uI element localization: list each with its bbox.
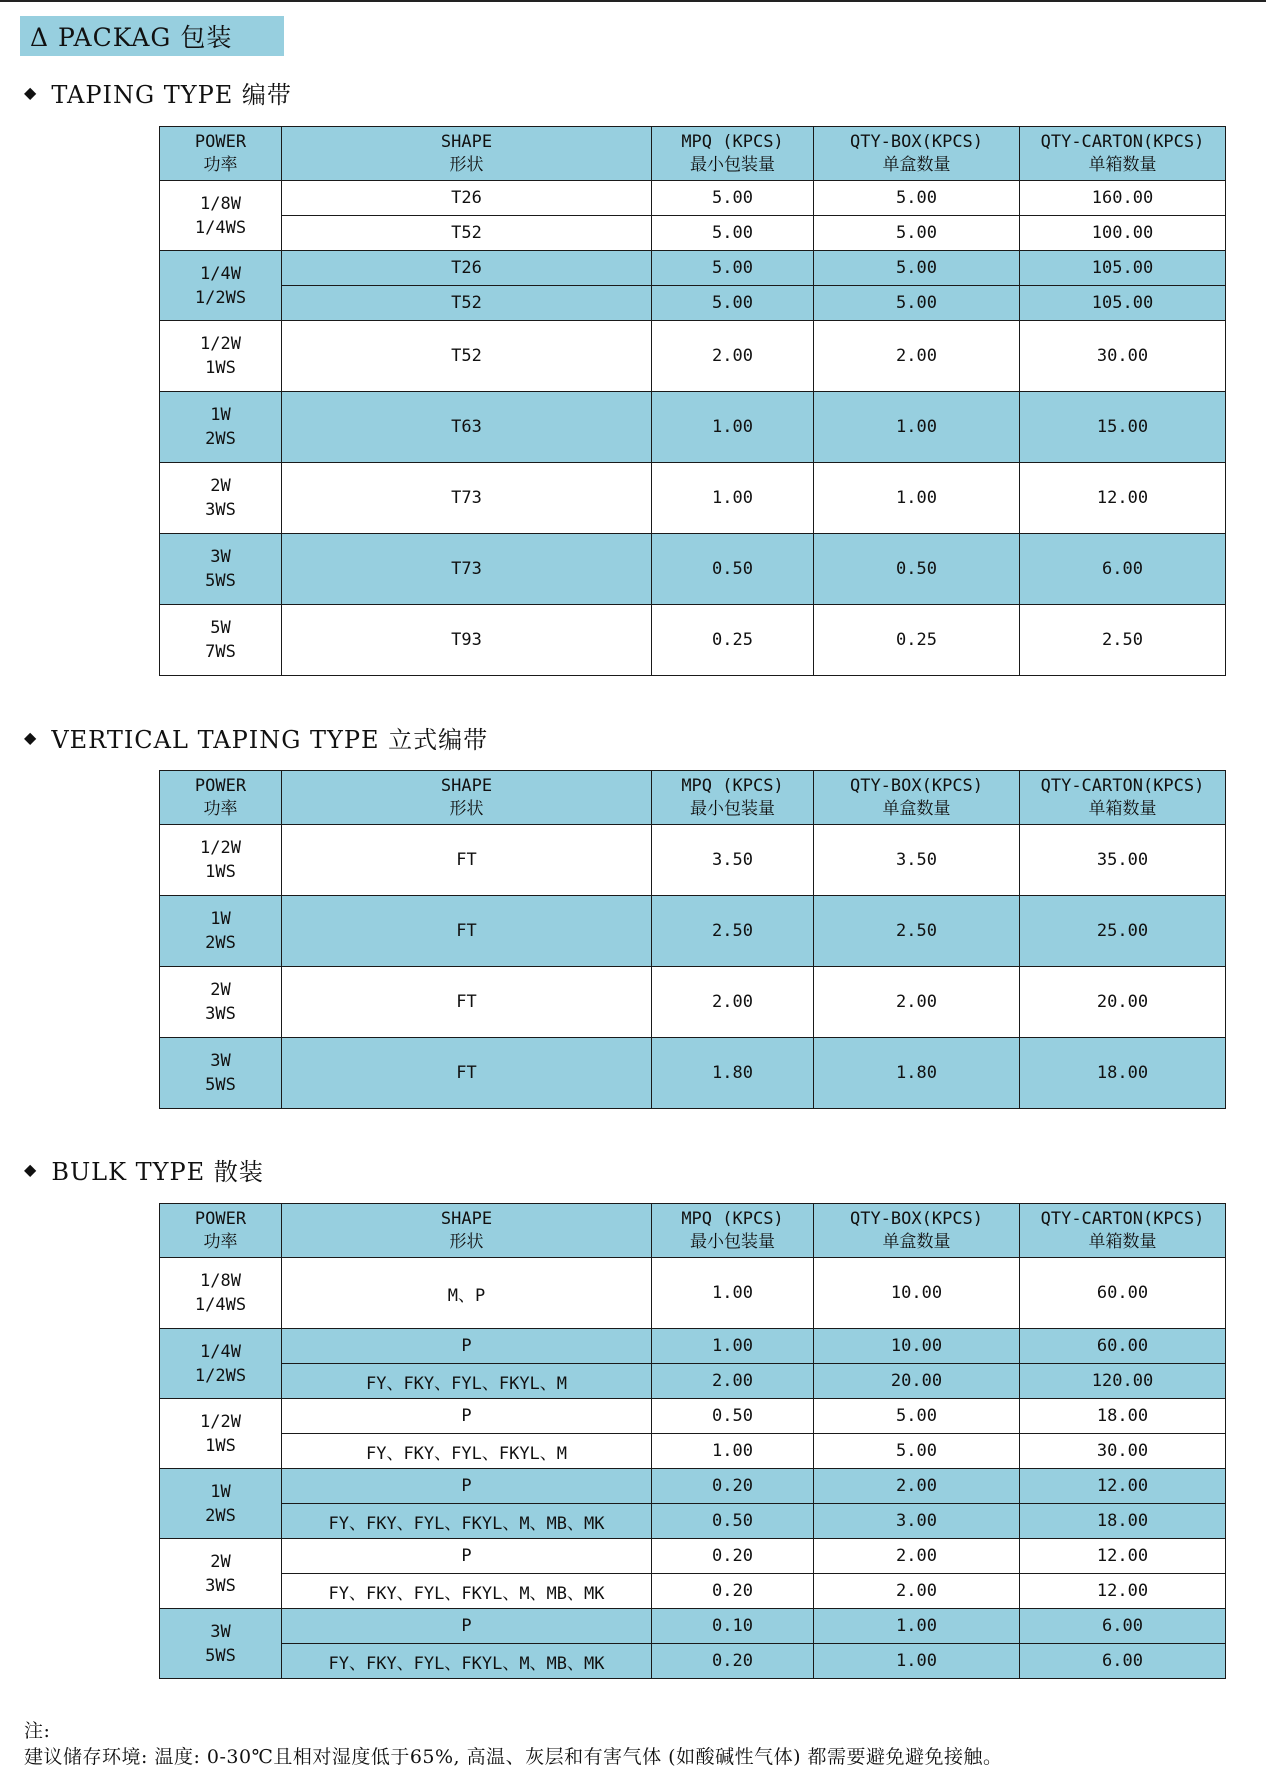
mpq-cell: 2.00 [652,1364,814,1399]
power-cell [160,1038,282,1109]
qty-carton-cell: 6.00 [1020,534,1226,605]
column-header-line2: 单盒数量 [882,1231,951,1252]
shape-cell: T73 [282,463,652,534]
column-header-line1: SHAPE [440,131,493,152]
qty-box-cell: 10.00 [814,1258,1020,1329]
qty-carton-cell: 160.00 [1020,181,1226,216]
power-line1: 1/8W [200,1271,241,1291]
shape-cell: T26 [282,181,652,216]
column-header [652,1204,814,1258]
table-row [160,1504,1226,1539]
power-line2: 2WS [205,933,236,953]
table-row [160,286,1226,321]
column-header-line2: 功率 [203,1231,238,1252]
table-row [160,896,1226,967]
table-row [160,967,1226,1038]
power-cell [160,1469,282,1539]
power-line1: 5W [210,618,231,638]
table-row [160,251,1226,286]
mpq-cell: 0.50 [652,534,814,605]
qty-carton-cell: 15.00 [1020,392,1226,463]
power-cell [160,967,282,1038]
mpq-cell: 2.00 [652,967,814,1038]
table-row [160,1258,1226,1329]
power-line1: 3W [210,547,231,567]
qty-carton-cell: 12.00 [1020,1574,1226,1609]
shape-cell: FY、FKY、FYL、FKYL、M、MB、MK [282,1574,652,1609]
shape-cell: FY、FKY、FYL、FKYL、M [282,1364,652,1399]
power-cell [160,605,282,676]
column-header-line2: 单箱数量 [1088,1231,1157,1252]
column-header-line1: SHAPE [440,1208,493,1229]
shape-cell: T73 [282,534,652,605]
power-line1: 2W [210,980,231,1000]
table-row [160,1609,1226,1644]
table-row [160,1574,1226,1609]
mpq-cell: 0.10 [652,1609,814,1644]
shape-cell: T93 [282,605,652,676]
qty-box-cell: 2.00 [814,1574,1020,1609]
power-line1: 1W [210,405,231,425]
column-header [652,771,814,825]
qty-carton-cell: 105.00 [1020,251,1226,286]
qty-carton-cell: 60.00 [1020,1258,1226,1329]
shape-cell: FY、FKY、FYL、FKYL、M、MB、MK [282,1644,652,1679]
power-line2: 5WS [205,1645,236,1666]
shape-cell: T52 [282,286,652,321]
mpq-cell: 3.50 [652,825,814,896]
storage-notes [24,1718,1003,1770]
column-header-line1: POWER [194,1208,247,1229]
section-heading-text: BULK TYPE 散装 [51,1158,264,1186]
power-line2: 2WS [205,429,236,449]
qty-box-cell: 2.00 [814,967,1020,1038]
section-heading-taping [24,75,292,110]
power-cell [160,463,282,534]
qty-carton-cell: 6.00 [1020,1609,1226,1644]
power-line2: 7WS [205,642,236,662]
column-header-line2: 形状 [449,154,484,175]
mpq-cell: 0.20 [652,1644,814,1679]
column-header-line2: 单盒数量 [882,154,951,175]
power-line2: 1/4WS [194,1295,247,1315]
power-line2: 3WS [205,500,236,520]
mpq-cell: 1.00 [652,1329,814,1364]
qty-box-cell: 5.00 [814,216,1020,251]
table-row [160,463,1226,534]
power-cell [160,321,282,392]
qty-carton-cell: 30.00 [1020,321,1226,392]
power-line1: 1W [210,1481,231,1502]
column-header-line1: POWER [194,775,247,796]
shape-cell: T63 [282,392,652,463]
shape-cell: T52 [282,216,652,251]
power-line2: 1/4WS [194,217,247,238]
power-line1: 1/8W [200,193,241,214]
column-header-line2: 单箱数量 [1088,154,1157,175]
power-line2: 5WS [205,571,236,591]
column-header [814,1204,1020,1258]
column-header-line1: QTY-CARTON(KPCS) [1040,1208,1205,1229]
column-header [1020,771,1226,825]
mpq-cell: 2.50 [652,896,814,967]
table-row [160,1399,1226,1434]
column-header [814,771,1020,825]
qty-carton-cell: 35.00 [1020,825,1226,896]
shape-cell: FT [282,1038,652,1109]
column-header-line2: 功率 [203,154,238,175]
table-row [160,181,1226,216]
shape-cell: P [282,1329,652,1364]
column-header [1020,127,1226,181]
qty-box-cell: 5.00 [814,251,1020,286]
column-header [1020,1204,1226,1258]
header-row [160,1204,1226,1258]
qty-carton-cell: 18.00 [1020,1504,1226,1539]
power-line1: 1/4W [200,1341,241,1362]
table-row [160,1364,1226,1399]
mpq-cell: 0.20 [652,1469,814,1504]
section-heading-text: TAPING TYPE 编带 [51,81,292,109]
column-header-line2: 最小包装量 [690,154,775,175]
qty-box-cell: 1.00 [814,1609,1020,1644]
qty-carton-cell: 120.00 [1020,1364,1226,1399]
qty-box-cell: 2.00 [814,1469,1020,1504]
table-row [160,1434,1226,1469]
column-header-line2: 功率 [203,798,238,819]
power-cell [160,1258,282,1329]
power-line2: 2WS [205,1505,236,1526]
diamond-bullet-icon: ◆ [24,728,38,747]
column-header-line2: 单盒数量 [882,798,951,819]
mpq-cell: 1.00 [652,392,814,463]
qty-box-cell: 10.00 [814,1329,1020,1364]
power-line2: 1WS [205,1435,236,1456]
mpq-cell: 1.00 [652,463,814,534]
qty-carton-cell: 100.00 [1020,216,1226,251]
qty-box-cell: 1.00 [814,1644,1020,1679]
power-cell [160,534,282,605]
qty-carton-cell: 6.00 [1020,1644,1226,1679]
column-header-line1: MPQ (KPCS) [681,131,784,152]
power-line1: 3W [210,1051,231,1071]
qty-box-cell: 0.25 [814,605,1020,676]
power-cell [160,1609,282,1679]
qty-box-cell: 5.00 [814,1434,1020,1469]
mpq-cell: 1.80 [652,1038,814,1109]
page-title: Δ PACKAG 包装 [20,16,284,56]
power-line1: 1/2W [200,1411,241,1432]
power-line1: 1/4W [200,263,241,284]
table-row [160,825,1226,896]
qty-carton-cell: 12.00 [1020,1469,1226,1504]
power-line2: 3WS [205,1004,236,1024]
bulk-type-table [159,1203,1226,1679]
column-header-line2: 最小包装量 [690,798,775,819]
shape-cell: P [282,1539,652,1574]
table-row [160,216,1226,251]
qty-box-cell: 0.50 [814,534,1020,605]
mpq-cell: 0.20 [652,1574,814,1609]
section-heading-text: VERTICAL TAPING TYPE 立式编带 [51,726,489,754]
power-line1: 1W [210,909,231,929]
qty-box-cell: 2.50 [814,896,1020,967]
power-cell [160,1329,282,1399]
column-header [652,127,814,181]
qty-box-cell: 1.00 [814,463,1020,534]
shape-cell: FY、FKY、FYL、FKYL、M [282,1434,652,1469]
power-cell [160,181,282,251]
power-line1: 2W [210,1551,231,1572]
section-heading-vertical-taping [24,720,488,755]
table-row [160,605,1226,676]
shape-cell: T52 [282,321,652,392]
diamond-bullet-icon: ◆ [24,1160,38,1179]
power-line1: 1/2W [200,334,241,354]
mpq-cell: 1.00 [652,1434,814,1469]
qty-box-cell: 3.00 [814,1504,1020,1539]
column-header [814,127,1020,181]
column-header-line1: QTY-CARTON(KPCS) [1040,131,1205,152]
column-header-line2: 形状 [449,1231,484,1252]
power-line2: 5WS [205,1075,236,1095]
shape-cell: M、P [282,1258,652,1329]
qty-carton-cell: 30.00 [1020,1434,1226,1469]
mpq-cell: 0.50 [652,1399,814,1434]
qty-box-cell: 5.00 [814,181,1020,216]
power-line2: 1WS [205,862,236,882]
qty-box-cell: 5.00 [814,286,1020,321]
column-header-line1: SHAPE [440,775,493,796]
qty-carton-cell: 12.00 [1020,1539,1226,1574]
diamond-bullet-icon: ◆ [24,83,38,102]
column-header-line2: 形状 [449,798,484,819]
table-row [160,534,1226,605]
power-line1: 1/2W [200,838,241,858]
table-row [160,1329,1226,1364]
column-header [282,1204,652,1258]
shape-cell: FT [282,967,652,1038]
qty-box-cell: 1.00 [814,392,1020,463]
header-row [160,127,1226,181]
power-cell [160,251,282,321]
power-cell [160,825,282,896]
column-header [160,127,282,181]
vertical-taping-type-table [159,770,1226,1109]
qty-carton-cell: 25.00 [1020,896,1226,967]
qty-carton-cell: 12.00 [1020,463,1226,534]
column-header-line1: QTY-BOX(KPCS) [849,131,984,152]
column-header [282,127,652,181]
column-header-line1: QTY-CARTON(KPCS) [1040,775,1205,796]
column-header-line1: QTY-BOX(KPCS) [849,775,984,796]
power-line2: 1/2WS [194,1365,247,1386]
taping-type-table [159,126,1226,676]
table-row [160,1469,1226,1504]
shape-cell: T26 [282,251,652,286]
mpq-cell: 5.00 [652,286,814,321]
power-line2: 1WS [205,358,236,378]
column-header-line1: MPQ (KPCS) [681,775,784,796]
header-row [160,771,1226,825]
qty-box-cell: 3.50 [814,825,1020,896]
table-row [160,1539,1226,1574]
qty-box-cell: 2.00 [814,321,1020,392]
qty-box-cell: 20.00 [814,1364,1020,1399]
column-header-line2: 单箱数量 [1088,798,1157,819]
power-line2: 1/2WS [194,287,247,308]
power-line1: 3W [210,1621,231,1642]
shape-cell: P [282,1469,652,1504]
shape-cell: P [282,1399,652,1434]
mpq-cell: 5.00 [652,216,814,251]
mpq-cell: 0.25 [652,605,814,676]
qty-carton-cell: 18.00 [1020,1038,1226,1109]
notes-text: 建议储存环境: 温度: 0-30℃且相对湿度低于65%, 高温、灰层和有害气体 (如酸碱性气体) 都需要避免避免接触。 [24,1746,1003,1768]
qty-carton-cell: 105.00 [1020,286,1226,321]
mpq-cell: 0.20 [652,1539,814,1574]
qty-carton-cell: 18.00 [1020,1399,1226,1434]
power-cell [160,392,282,463]
qty-box-cell: 1.80 [814,1038,1020,1109]
power-cell [160,1399,282,1469]
mpq-cell: 2.00 [652,321,814,392]
column-header [160,771,282,825]
mpq-cell: 5.00 [652,181,814,216]
top-rule [0,0,1266,2]
qty-box-cell: 5.00 [814,1399,1020,1434]
table-row [160,1644,1226,1679]
power-line2: 3WS [205,1575,236,1596]
column-header-line1: MPQ (KPCS) [681,1208,784,1229]
power-cell [160,896,282,967]
mpq-cell: 0.50 [652,1504,814,1539]
shape-cell: P [282,1609,652,1644]
qty-carton-cell: 20.00 [1020,967,1226,1038]
qty-box-cell: 2.00 [814,1539,1020,1574]
table-row [160,321,1226,392]
table-row [160,1038,1226,1109]
power-line1: 2W [210,476,231,496]
power-cell [160,1539,282,1609]
qty-carton-cell: 2.50 [1020,605,1226,676]
column-header [160,1204,282,1258]
shape-cell: FT [282,825,652,896]
mpq-cell: 1.00 [652,1258,814,1329]
mpq-cell: 5.00 [652,251,814,286]
column-header-line1: QTY-BOX(KPCS) [849,1208,984,1229]
shape-cell: FY、FKY、FYL、FKYL、M、MB、MK [282,1504,652,1539]
notes-label: 注: [24,1720,51,1742]
column-header-line2: 最小包装量 [690,1231,775,1252]
table-row [160,392,1226,463]
qty-carton-cell: 60.00 [1020,1329,1226,1364]
column-header [282,771,652,825]
shape-cell: FT [282,896,652,967]
section-heading-bulk [24,1152,264,1187]
column-header-line1: POWER [194,131,247,152]
